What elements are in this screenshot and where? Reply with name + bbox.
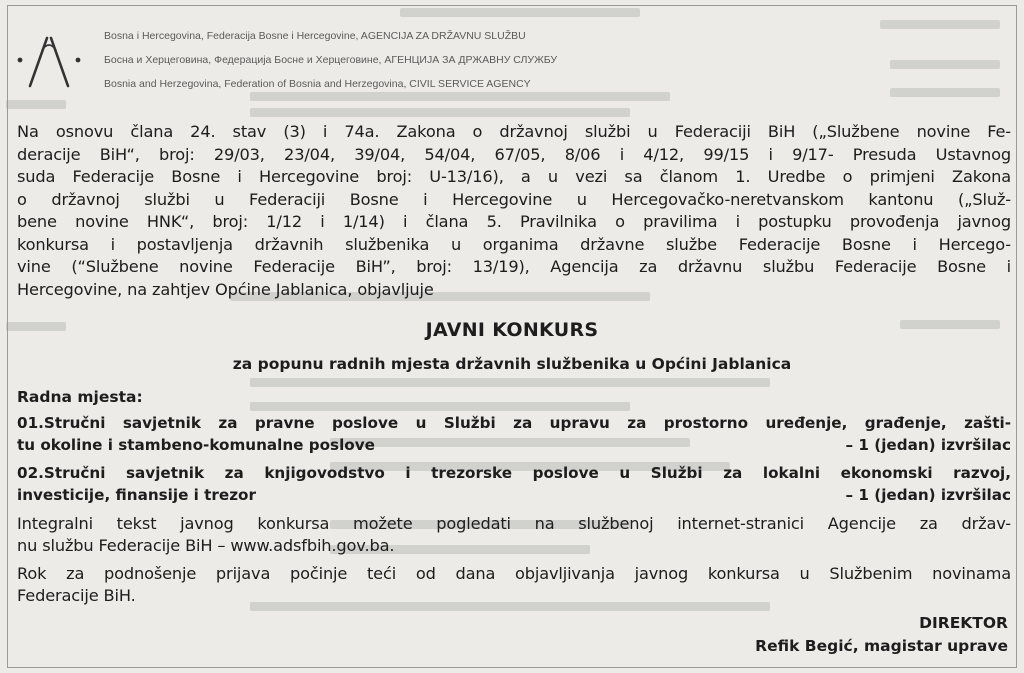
header-line-bosnian: Bosna i Hercegovina, Federacija Bosne i Hercegovine, AGENCIJA ZA DRŽAVNU SLUŽBU bbox=[104, 30, 526, 42]
deadline-line: Federacije BiH. bbox=[17, 586, 136, 605]
signature-name: Refik Begić, magistar uprave bbox=[755, 637, 1008, 655]
position-count: – 1 (jedan) izvršilac bbox=[845, 436, 1011, 454]
position-title-cont: tu okoline i stambeno-komunalne poslove bbox=[17, 436, 375, 454]
positions-heading: Radna mjesta: bbox=[17, 388, 143, 406]
intro-line: o državnoj službi u Federaciji Bosne i Hercegovine u Hercegovačko-neretvanskom kantonu („Služ- bbox=[17, 189, 1011, 209]
deadline-paragraph bbox=[17, 563, 1011, 607]
notice-line: Integralni tekst javnog konkursa možete pogledati na službenoj internet-stranici Agencije za držav- bbox=[17, 514, 1011, 533]
position-title: 02.Stručni savjetnik za knjigovodstvo i trezorske poslove u Službi za lokalni ekonomski razvoj, bbox=[17, 464, 1011, 482]
position-title-cont: investicije, finansije i trezor bbox=[17, 486, 256, 504]
notice-line-website: nu službu Federacije BiH – www.adsfbih.gov.ba. bbox=[17, 536, 395, 555]
intro-line: suda Federacije Bosne i Hercegovine broj: U-13/16), a u vezi sa članom 1. Uredbe o primjeni Zakona bbox=[17, 167, 1011, 186]
intro-paragraph bbox=[17, 121, 1011, 301]
agency-header bbox=[104, 24, 744, 96]
notice-paragraph bbox=[17, 513, 1011, 557]
agency-logo-icon bbox=[14, 30, 84, 90]
position-title: 01.Stručni savjetnik za pravne poslove u Službi za upravu za prostorno uređenje, građenje, zašti- bbox=[17, 414, 1011, 432]
intro-line: Na osnovu člana 24. stav (3) i 74a. Zakona o državnoj službi u Federaciji BiH („Službene novine Fe- bbox=[17, 122, 1011, 141]
intro-line: Hercegovine, na zahtjev Općine Jablanica, objavljuje bbox=[17, 279, 434, 299]
intro-line: vine (“Službene novine Federacije BiH”, broj: 13/19), Agencija za državnu službu Federacije Bosne i bbox=[17, 257, 1011, 276]
signature-role: DIREKTOR bbox=[919, 614, 1008, 632]
header-line-english: Bosnia and Herzegovina, Federation of Bosnia and Herzegovina, CIVIL SERVICE AGENCY bbox=[104, 78, 531, 90]
position-item-02 bbox=[17, 462, 1011, 506]
ad-title: JAVNI KONKURS bbox=[425, 319, 599, 341]
position-count: – 1 (jedan) izvršilac bbox=[845, 486, 1011, 504]
intro-line: deracije BiH“, broj: 29/03, 23/04, 39/04, 54/04, 67/05, 8/06 i 4/12, 99/15 i 9/17- Presuda Ustavnog bbox=[17, 144, 1011, 164]
intro-line: konkursa i postavljenja državnih službenika u organima državne službe Federacije Bosne i Hercego- bbox=[17, 234, 1011, 254]
header-line-serbian: Босна и Херцеговина, Федерација Босне и Херцеговине, АГЕНЦИЈА ЗА ДРЖАВНУ СЛУЖБУ bbox=[104, 54, 558, 66]
position-item-01 bbox=[17, 412, 1011, 456]
ad-subtitle: za popunu radnih mjesta državnih službenika u Općini Jablanica bbox=[232, 355, 792, 373]
intro-line: bene novine HNK“, broj: 1/12 i 1/14) i člana 5. Pravilnika o pravilima i postupku provođenja javnog bbox=[17, 212, 1011, 231]
deadline-line: Rok za podnošenje prijava počinje teći od dana objavljivanja javnog konkursa u Službenim novinama bbox=[17, 564, 1011, 583]
